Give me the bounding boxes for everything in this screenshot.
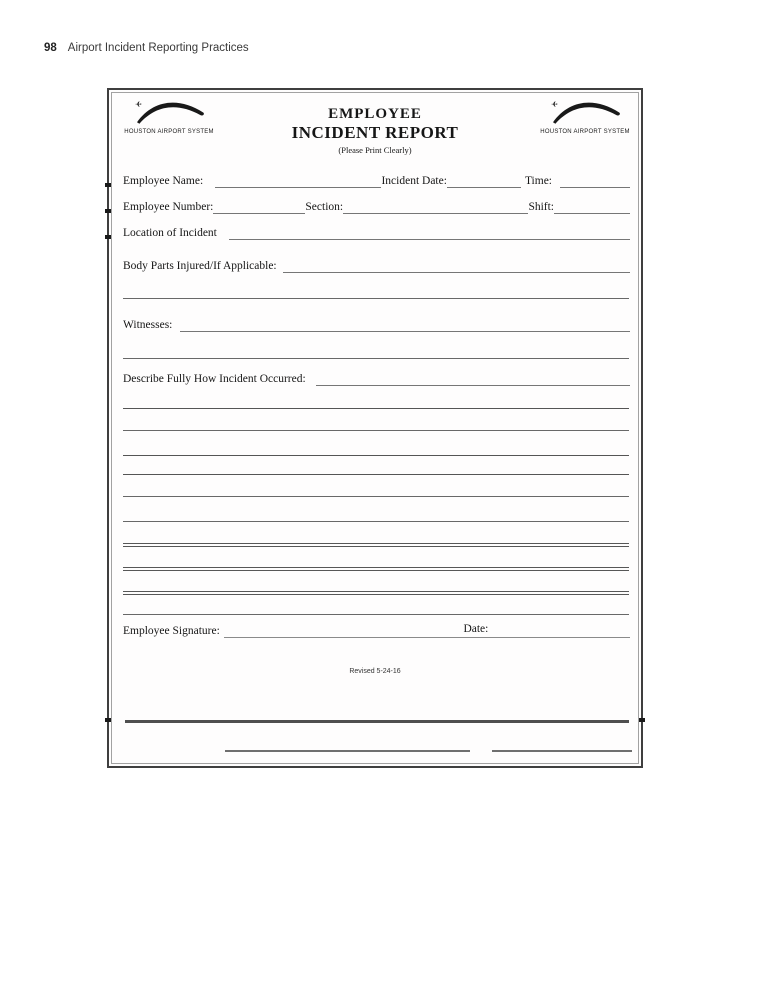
time-field xyxy=(560,186,630,188)
form-title-line1: EMPLOYEE xyxy=(328,106,422,122)
ruled-line xyxy=(123,408,629,409)
border-tick xyxy=(105,235,111,239)
border-tick xyxy=(639,718,645,722)
row-body-parts xyxy=(123,256,630,273)
border-tick xyxy=(105,183,111,187)
revision-note: Revised 5-24-16 xyxy=(349,668,401,675)
houston-airport-logo-right xyxy=(533,98,637,135)
signature-field xyxy=(224,623,630,638)
incident-report-form xyxy=(107,88,643,768)
shift-field xyxy=(554,212,630,214)
location-label: Location of Incident xyxy=(123,227,217,239)
double-ruled-line xyxy=(123,567,629,571)
describe-label: Describe Fully How Incident Occurred: xyxy=(123,373,306,385)
ruled-line xyxy=(123,430,629,431)
employee-name-label: Employee Name: xyxy=(123,175,204,187)
witnesses-field xyxy=(180,330,630,332)
incident-date-label: Incident Date: xyxy=(381,175,447,187)
form-inner-border xyxy=(111,92,639,764)
shift-label: Shift: xyxy=(528,201,554,213)
employee-number-label: Employee Number: xyxy=(123,201,214,213)
section-label: Section: xyxy=(305,201,344,213)
running-header xyxy=(44,42,249,54)
chapter-title: Airport Incident Reporting Practices xyxy=(67,42,249,54)
ruled-line xyxy=(123,298,629,299)
airport-swoosh-icon xyxy=(545,98,625,124)
ruled-line xyxy=(123,496,629,497)
section-field xyxy=(343,212,528,214)
bottom-line-left xyxy=(225,750,470,752)
employee-signature-label: Employee Signature: xyxy=(123,625,220,637)
row-location xyxy=(123,223,630,240)
incident-date-field xyxy=(447,186,521,188)
row-employee-name xyxy=(123,171,630,188)
witnesses-label: Witnesses: xyxy=(123,319,173,331)
ruled-line xyxy=(123,455,629,456)
ruled-line xyxy=(123,474,629,475)
form-title-line2: INCIDENT REPORT xyxy=(291,123,459,142)
thick-separator-line xyxy=(125,720,629,723)
body-parts-field xyxy=(283,271,630,273)
employee-name-field xyxy=(215,186,381,188)
row-signature xyxy=(123,621,630,638)
border-tick xyxy=(105,209,111,213)
logo-wordmark: HOUSTON AIRPORT SYSTEM xyxy=(540,129,630,135)
ruled-line xyxy=(123,614,629,615)
page-number: 98 xyxy=(44,42,57,54)
row-describe xyxy=(123,369,630,386)
svg-text:✈: ✈ xyxy=(551,100,558,109)
double-ruled-line xyxy=(123,591,629,595)
row-witnesses xyxy=(123,315,630,332)
logo-wordmark: HOUSTON AIRPORT SYSTEM xyxy=(124,129,214,135)
ruled-line xyxy=(123,521,629,522)
location-field xyxy=(229,238,630,240)
double-ruled-line xyxy=(123,543,629,547)
form-subtitle: (Please Print Clearly) xyxy=(338,145,412,155)
employee-number-field xyxy=(213,212,305,214)
time-label: Time: xyxy=(524,175,552,187)
border-tick xyxy=(105,718,111,722)
body-parts-label: Body Parts Injured/If Applicable: xyxy=(123,260,277,272)
ruled-line xyxy=(123,358,629,359)
svg-text:✈: ✈ xyxy=(135,100,142,109)
describe-field xyxy=(316,384,630,386)
bottom-line-right xyxy=(492,750,632,752)
date-label: Date: xyxy=(463,623,489,635)
row-employee-number xyxy=(123,197,630,214)
